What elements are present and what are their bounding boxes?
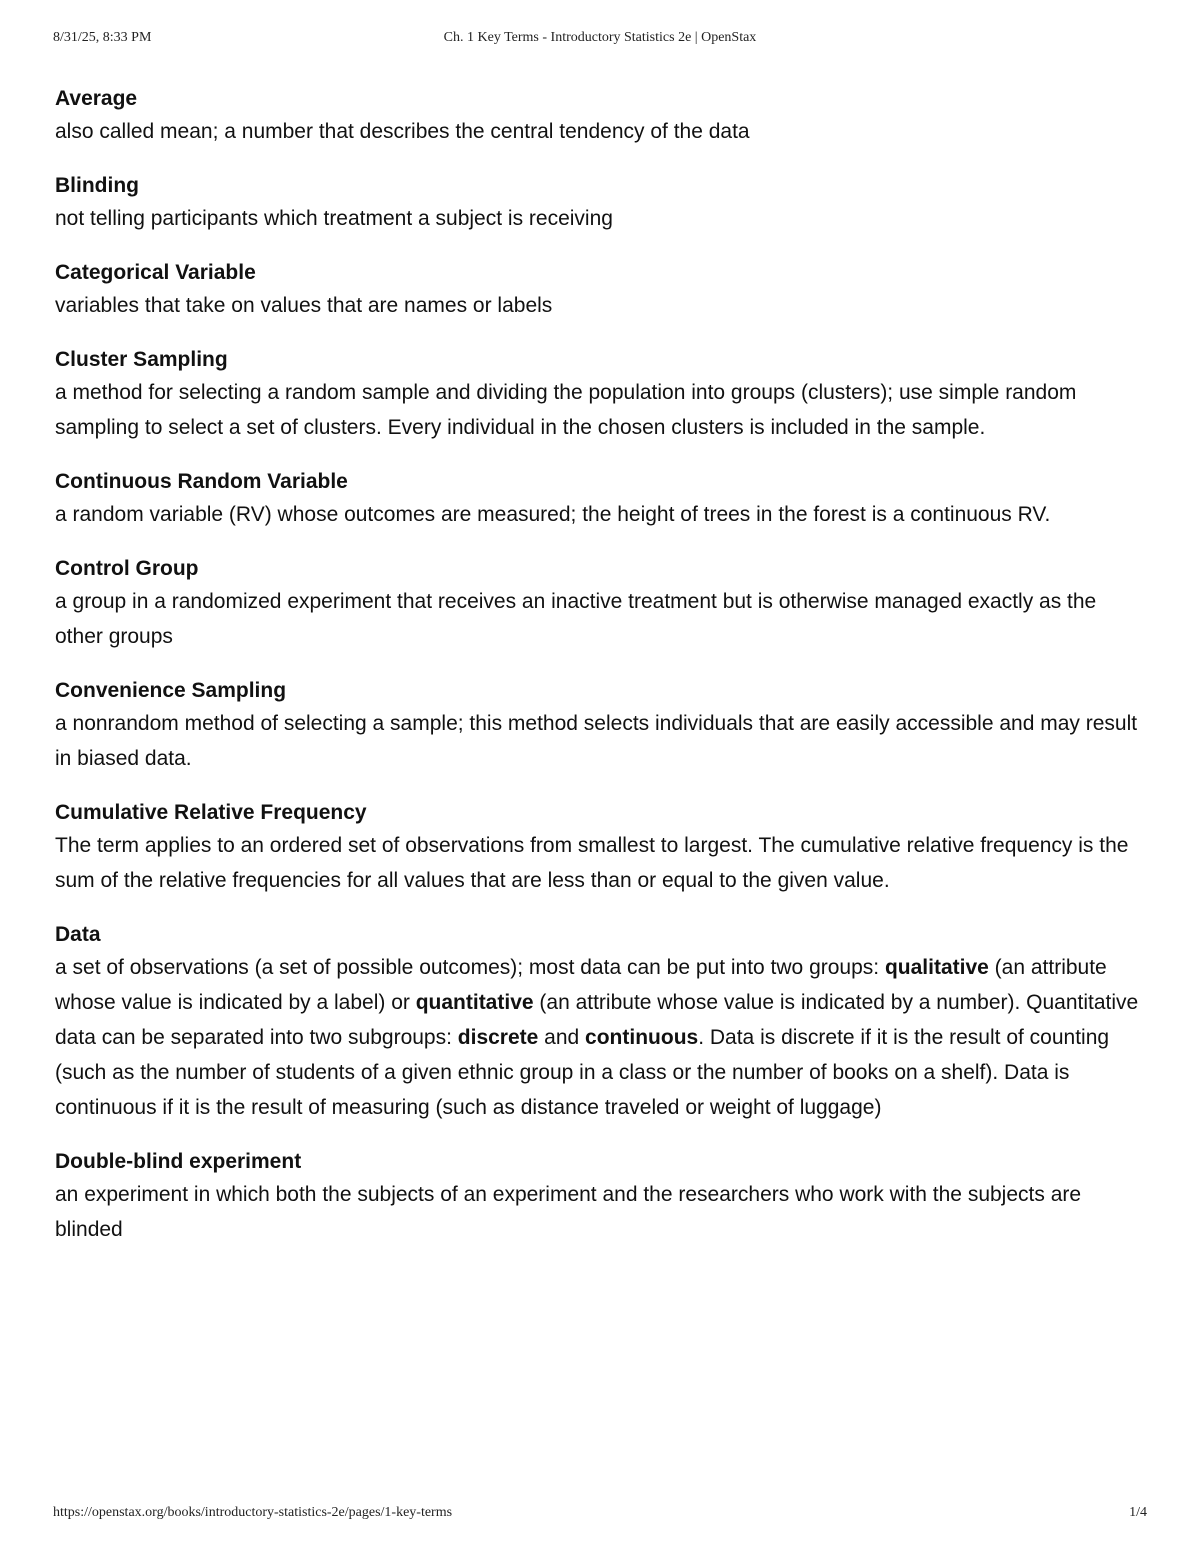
term-definition xyxy=(55,950,1145,1125)
term-definition: The term applies to an ordered set of observations from smallest to largest. The cumulative relative frequency is the sum of the relative frequencies for all values that are less than or equal to the given value. xyxy=(55,834,1129,892)
glossary-entry-convenience-sampling xyxy=(55,676,1145,776)
glossary-entry-cluster-sampling xyxy=(55,345,1145,445)
term-heading: Cluster Sampling xyxy=(55,348,228,371)
definition-text: (an attribute whose value is indicated by a number). Quantitative data can be separated into two subgroups: xyxy=(55,991,1139,1049)
term-heading: Data xyxy=(55,923,101,946)
glossary-entry-data xyxy=(55,920,1145,1125)
print-header xyxy=(53,30,1147,50)
term-heading: Categorical Variable xyxy=(55,261,256,284)
glossary-entry-continuous-random-variable xyxy=(55,467,1145,532)
term-heading: Control Group xyxy=(55,557,199,580)
page-url: https://openstax.org/books/introductory-statistics-2e/pages/1-key-terms xyxy=(53,1505,453,1520)
term-definition: variables that take on values that are names or labels xyxy=(55,294,553,317)
term-definition: a random variable (RV) whose outcomes are measured; the height of trees in the forest is a continuous RV. xyxy=(55,503,1051,526)
term-definition: not telling participants which treatment a subject is receiving xyxy=(55,207,613,230)
glossary-entry-double-blind-experiment xyxy=(55,1147,1145,1247)
glossary-entry-blinding xyxy=(55,171,1145,236)
term-heading: Cumulative Relative Frequency xyxy=(55,801,367,824)
print-date: 8/31/25, 8:33 PM xyxy=(53,30,152,45)
term-definition: a group in a randomized experiment that receives an inactive treatment but is otherwise managed exactly as the other groups xyxy=(55,590,1097,648)
glossary-entry-control-group xyxy=(55,554,1145,654)
glossary-entry-categorical-variable xyxy=(55,258,1145,323)
term-heading: Convenience Sampling xyxy=(55,679,287,702)
definition-text: a set of observations (a set of possible outcomes); most data can be put into two groups: xyxy=(55,956,885,979)
glossary-entry-average xyxy=(55,84,1145,149)
print-footer xyxy=(53,1505,1147,1525)
definition-text: (an attribute whose value is indicated by a label) or xyxy=(55,956,1107,1014)
term-heading: Continuous Random Variable xyxy=(55,470,348,493)
keyword-discrete: discrete xyxy=(457,1026,539,1049)
glossary-list xyxy=(55,84,1145,1269)
term-heading: Average xyxy=(55,87,138,110)
definition-text: . Data is discrete if it is the result of counting (such as the number of students of a given ethnic group in a class or the number of books on a shelf). Data is continuous if it is the result of measuring (such as distance traveled or weight of luggage) xyxy=(55,1026,1110,1119)
term-definition: a method for selecting a random sample and dividing the population into groups (clusters); use simple random sampling to select a set of clusters. Every individual in the chosen clusters is included in the sample. xyxy=(55,381,1077,439)
keyword-qualitative: qualitative xyxy=(884,956,989,979)
definition-text: and xyxy=(538,1026,586,1049)
page-number: 1/4 xyxy=(1129,1505,1147,1520)
term-definition: an experiment in which both the subjects of an experiment and the researchers who work with the subjects are blinded xyxy=(55,1183,1082,1241)
keyword-quantitative: quantitative xyxy=(415,991,534,1014)
glossary-entry-cumulative-relative-frequency xyxy=(55,798,1145,898)
term-heading: Double-blind experiment xyxy=(55,1150,302,1173)
term-definition: also called mean; a number that describes the central tendency of the data xyxy=(55,120,750,143)
term-heading: Blinding xyxy=(55,174,139,197)
page-title: Ch. 1 Key Terms - Introductory Statistics 2e | OpenStax xyxy=(443,30,757,45)
term-definition: a nonrandom method of selecting a sample; this method selects individuals that are easily accessible and may result in biased data. xyxy=(55,712,1138,770)
keyword-continuous: continuous xyxy=(585,1026,699,1049)
